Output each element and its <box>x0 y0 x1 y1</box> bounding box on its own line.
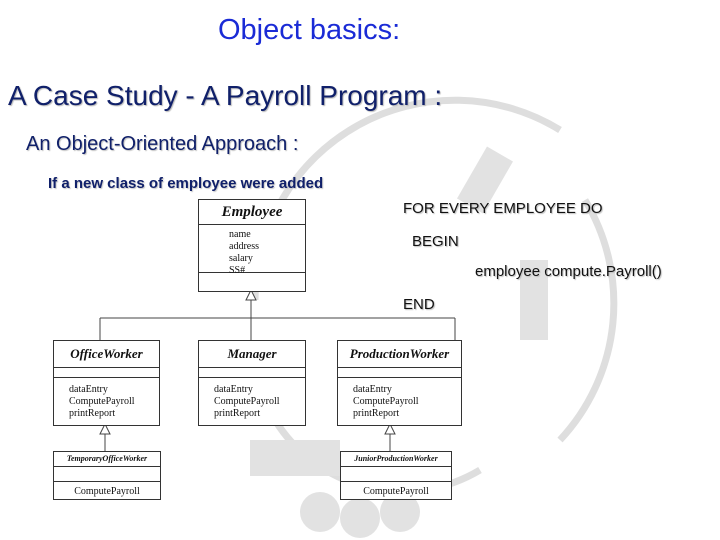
approach-subheading: An Object-Oriented Approach : <box>26 133 299 155</box>
class-attributes <box>341 467 451 482</box>
class-operations <box>199 378 305 420</box>
operation: printReport <box>353 408 400 419</box>
class-name: ProductionWorker <box>338 341 461 368</box>
uml-class-junior-production-worker <box>340 451 452 500</box>
class-operations <box>338 378 461 420</box>
operation: ComputePayroll <box>353 396 419 407</box>
class-attributes <box>54 368 159 378</box>
case-study-heading: A Case Study - A Payroll Program : <box>8 80 443 111</box>
uml-class-office-worker <box>53 340 160 426</box>
operation: ComputePayroll <box>214 396 280 407</box>
attribute: name <box>229 229 251 240</box>
uml-class-temporary-office-worker <box>53 451 161 500</box>
class-name: JuniorProductionWorker <box>341 452 451 467</box>
attribute: salary <box>229 253 253 264</box>
slide-title: Object basics: <box>218 14 401 46</box>
pseudocode-begin: BEGIN <box>412 233 459 250</box>
class-operations <box>54 482 160 498</box>
class-name: Manager <box>199 341 305 368</box>
operation: printReport <box>69 408 116 419</box>
operation: dataEntry <box>353 384 392 395</box>
uml-class-production-worker <box>337 340 462 426</box>
attribute: SS# <box>229 265 246 276</box>
operation: dataEntry <box>214 384 253 395</box>
class-attributes <box>199 368 305 378</box>
pseudocode-loop: FOR EVERY EMPLOYEE DO <box>403 200 603 217</box>
class-attributes <box>199 225 305 276</box>
operation: ComputePayroll <box>69 396 135 407</box>
pseudocode-call: employee compute.Payroll() <box>475 263 662 280</box>
class-attributes <box>54 467 160 482</box>
attribute: address <box>229 241 259 252</box>
operation: ComputePayroll <box>363 486 429 497</box>
operation: dataEntry <box>69 384 108 395</box>
pseudocode-end: END <box>403 296 435 313</box>
operation: ComputePayroll <box>74 486 140 497</box>
class-operations <box>54 378 159 420</box>
class-name: TemporaryOfficeWorker <box>54 452 160 467</box>
class-attributes <box>338 368 461 378</box>
uml-class-manager <box>198 340 306 426</box>
uml-class-employee <box>198 199 306 292</box>
new-class-note: If a new class of employee were added <box>48 175 324 192</box>
class-operations <box>341 482 451 498</box>
class-name: Employee <box>199 200 305 225</box>
class-name: OfficeWorker <box>54 341 159 368</box>
operation: printReport <box>214 408 261 419</box>
